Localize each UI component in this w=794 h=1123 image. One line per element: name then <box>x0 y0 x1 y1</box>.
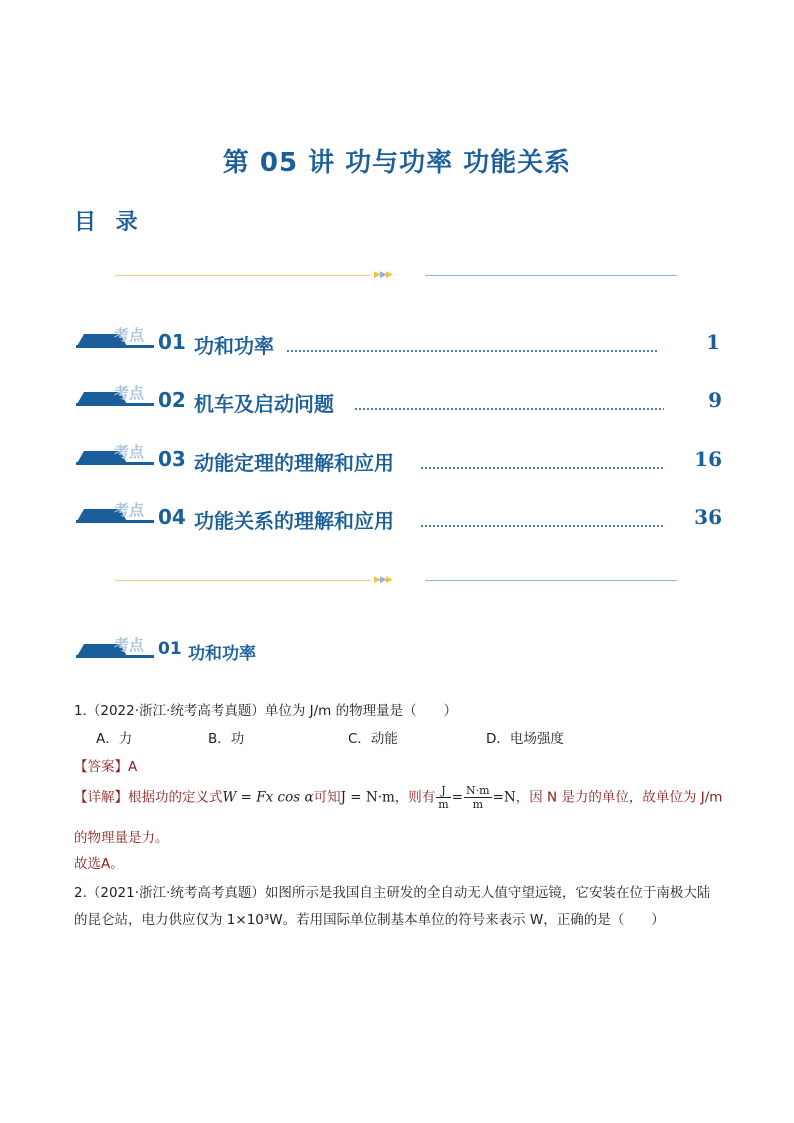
section-title: 功和功率 <box>188 644 256 664</box>
option-b: B．功 <box>208 731 245 747</box>
toc-item-2[interactable] <box>76 384 726 416</box>
detail-line-2: 的物理量是力。 <box>74 830 169 846</box>
answer-line <box>74 755 137 775</box>
toc-item-4[interactable] <box>76 501 726 533</box>
toc-item-number: 01 <box>158 330 186 354</box>
fraction-nm-over-m: $\frac{N\cdot m}{m}$ <box>466 784 490 811</box>
badge-icon: 考点 <box>76 636 156 658</box>
badge-icon: 考点 <box>76 501 156 523</box>
unit-equation: J = N·m <box>340 789 395 806</box>
question-2-line-2: 的昆仑站，电力供应仅为 1×10³W。若用国际单位制基本单位的符号来表示 W，正确的是（ ） <box>74 912 665 928</box>
toc-leader-dots <box>420 467 664 469</box>
divider-top <box>115 272 677 280</box>
toc-item-number: 04 <box>158 505 186 529</box>
answer-tag: 【答案】 <box>74 759 128 775</box>
toc-item-label: 机车及启动问题 <box>194 392 334 416</box>
work-formula: W = Fx cos α <box>222 789 314 806</box>
toc-heading: 目 录 <box>74 210 144 235</box>
toc-item-number: 02 <box>158 388 186 412</box>
page-title: 第 05 讲 功与功率 功能关系 <box>222 148 572 178</box>
section-number: 01 <box>158 639 182 659</box>
option-c: C．动能 <box>348 731 398 747</box>
question-2-line-1: 2.（2021·浙江·统考高考真题）如图所示是我国自主研发的全自动无人值守望远镜，它安装在位于南极大陆 <box>74 885 711 901</box>
toc-item-1[interactable] <box>76 326 726 358</box>
detail-tag: 【详解】 <box>74 789 128 806</box>
toc-item-label: 动能定理的理解和应用 <box>194 451 394 475</box>
detail-line-1: 【详解】根据功的定义式W = Fx cos α可知J = N·m，则有 $\frac{J}{m}$ = $\frac{N\cdot m}{m}$ =N，因 N 是力的单位，故单位为 J/m <box>74 784 723 811</box>
toc-item-label: 功和功率 <box>194 334 274 358</box>
badge-icon: 考点 <box>76 443 156 465</box>
divider-bottom <box>115 577 677 585</box>
toc-leader-dots <box>286 350 658 352</box>
answer-value: A <box>128 759 138 775</box>
toc-leader-dots <box>354 408 664 410</box>
toc-item-label: 功能关系的理解和应用 <box>194 509 394 533</box>
option-d: D．电场强度 <box>486 731 564 747</box>
toc-item-page: 1 <box>706 330 720 354</box>
toc-item-page: 16 <box>694 447 722 471</box>
toc-item-number: 03 <box>158 447 186 471</box>
toc-item-page: 36 <box>694 505 722 529</box>
section-heading <box>76 638 376 664</box>
toc-leader-dots <box>420 525 664 527</box>
question-1-stem: 1.（2022·浙江·统考高考真题）单位为 J/m 的物理量是（ ） <box>74 703 458 719</box>
conclusion-line: 故选A。 <box>74 856 124 872</box>
fraction-j-over-m: $\frac{J}{m}$ <box>438 784 449 811</box>
toc-item-page: 9 <box>708 388 722 412</box>
option-a: A．力 <box>96 731 133 747</box>
arrow-ornament-icon: ▶▶▶ <box>374 575 392 585</box>
toc-item-3[interactable] <box>76 443 726 475</box>
badge-icon: 考点 <box>76 326 156 348</box>
badge-icon: 考点 <box>76 384 156 406</box>
arrow-ornament-icon: ▶▶▶ <box>374 270 392 280</box>
